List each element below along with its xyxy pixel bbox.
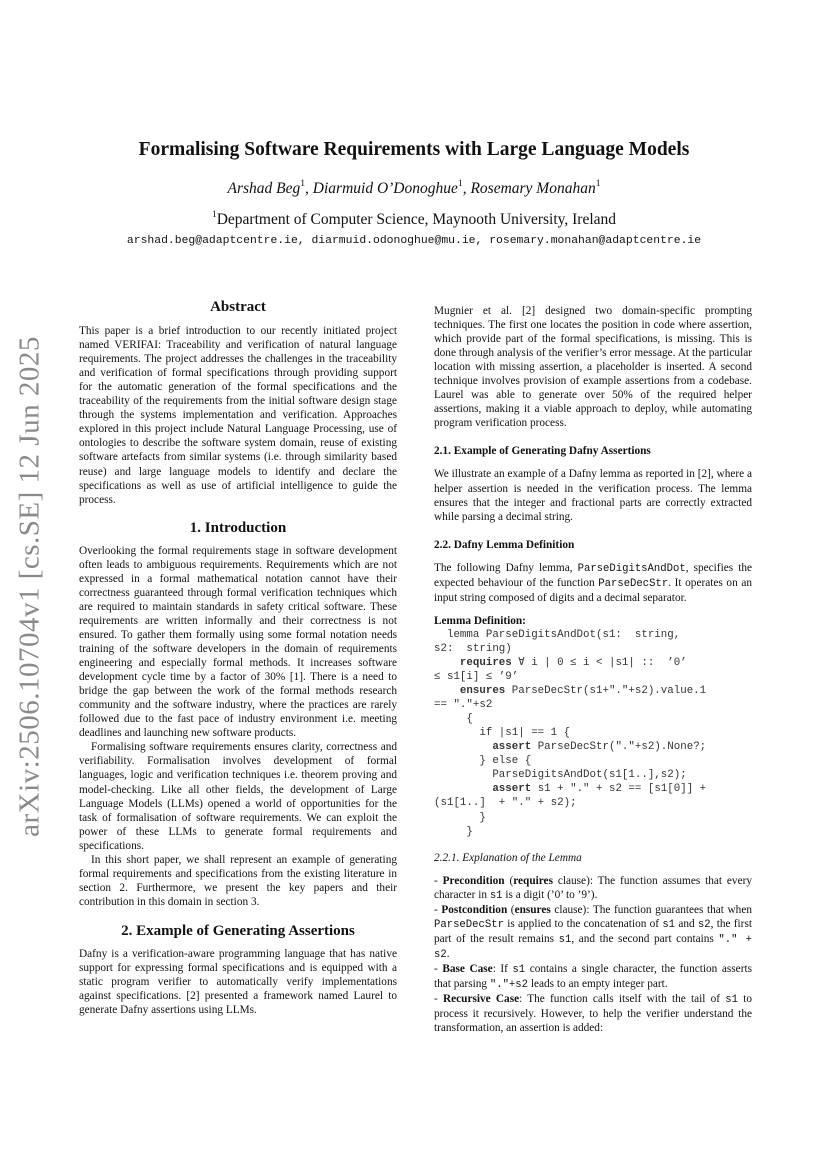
recursive-case-item: - Recursive Case: The function calls itself with the tail of s1 to process it recursively. However, to help the verifier understand the transformation, an assertion is added:: [434, 993, 752, 1035]
introduction-heading: 1. Introduction: [189, 519, 287, 536]
affiliation-mark: 1: [300, 177, 306, 189]
affiliation-text: Department of Computer Science, Maynooth University, Ireland: [216, 211, 617, 228]
section-2-2-text: The following Dafny lemma, ParseDigitsAndDot, specifies the expected behaviour of the function ParseDecStr. It operates on an input string composed of digits and a decimal separator.: [434, 561, 752, 604]
lemma-label: Lemma Definition:: [434, 614, 526, 627]
section-2-1-text: We illustrate an example of a Dafny lemma as reported in [2], where a helper assertion is needed in the verification process. The lemma ensures that the integer and fractional parts are correctly extracted while parsing a decimal string.: [434, 468, 752, 523]
intro-paragraph: Formalising software requirements ensures clarity, correctness and verifiability. Formalisation involves development of formal languages, logic and verification techniques i.e. theorem proving and model-checking. Like all other fields, the development of Large Language Models (LLMs) opened a world of opportunities for the task of formalisation of software requirements. We can exploit the power of these LLMs to generate formal requirements and specifications.: [79, 741, 397, 852]
section-2-2-1-heading: 2.2.1. Explanation of the Lemma: [434, 851, 582, 864]
section-2-paragraph: Mugnier et al. [2] designed two domain-specific prompting techniques. The first one locates the position in code where assertion, which provide part of the formal specifications, is missing. This is done through analysis of the verifier’s error message. At the particular location with missing assertion, a placeholder is inserted. A second technique involves provision of example assertions from a codebase. Laurel was able to generate over 50% of the required helper assertions, making it a viable approach to deploy, while automating program verification process.: [434, 305, 752, 430]
right-column: [434, 304, 752, 1035]
author-name: Arshad Beg: [227, 180, 301, 197]
section-2-heading: 2. Example of Generating Assertions: [121, 922, 355, 939]
abstract-text: This paper is a brief introduction to our recently initiated project named VERIFAI: Traceability and verification of natural language requirements. The project addresses the challenges in the traceability and verification of formal specifications through providing support for the automatic generation of the formal specifications and the traceability of the requirements from the initial software design stage through the systems implementation and verification. Approaches explored in this project include Natural Language Processing, use of ontologies to describe the software system domain, reuse of existing software artefacts from similar systems (i.e. through similarity based reuse) and large language models to identify and declare the specifications as well as use of artificial intelligence to guide the process.: [79, 325, 397, 506]
paper-title: Formalising Software Requirements with Large Language Models: [138, 139, 690, 160]
affiliation-mark: 1: [457, 177, 463, 189]
abstract-heading: Abstract: [210, 299, 266, 315]
affiliation-mark: 1: [595, 177, 601, 189]
arxiv-sidebar-stamp: arXiv:2506.10704v1 [cs.SE] 12 Jun 2025: [13, 336, 46, 837]
postcondition-item: - Postcondition (ensures clause): The function guarantees that when ParseDecStr is applied to the concatenation of s1 and s2, the first part of the result remains s1, and the second part contains "." + s2.: [434, 903, 752, 961]
author-name: Diarmuid O’Donoghue: [312, 180, 458, 197]
author-name: Rosemary Monahan: [470, 180, 596, 197]
base-case-item: - Base Case: If s1 contains a single character, the function asserts that parsing "."+s2 leads to an empty integer part.: [434, 962, 752, 991]
left-column: [79, 300, 397, 1017]
intro-paragraph: Overlooking the formal requirements stage in software development often leads to ambiguous requirements. Requirements which are not expressed in a formal mathematical notation cannot have their correctness guaranteed through formal verification techniques which are required to maintain standards in safety critical software. These requirements are written informally and their correctness is not ensured. To gather them formally using some formal notation needs training of the software developers in the domain of requirements engineering and especially formal methods. It increases software development cycle time by a factor of 30% [1]. There is a need to bridge the gap between the work of the formal methods research community and the software industry, where the practices are rarely followed due to the fast pace of industry environment i.e. meeting deadlines and launching new software products.: [79, 544, 397, 740]
precondition-item: - Precondition (requires clause): The function assumes that every character in s1 is a digit (’0’ to ’9’).: [434, 874, 752, 902]
section-2-1-heading: 2.1. Example of Generating Dafny Assertions: [434, 445, 651, 458]
affiliation: [60, 208, 768, 229]
affiliation-number: 1: [211, 208, 217, 220]
intro-paragraph: In this short paper, we shall represent an example of generating formal requirements and specifications from the existing literature in section 2. Furthermore, we present the key papers and their contribution in this domain in section 3.: [79, 853, 397, 908]
section-2-paragraph: Dafny is a verification-aware programming language that has native support for expressing formal specifications and is equipped with a static program verifier to automatically verify implementations against specifications. [2] presented a framework named Laurel to generate Dafny assertions using LLMs.: [79, 947, 397, 1017]
author-emails: arshad.beg@adaptcentre.ie, diarmuid.odonoghue@mu.ie, rosemary.monahan@adaptcentre.ie: [126, 235, 702, 247]
author-list: Arshad Beg$^1$, Diarmuid O’Donoghue$^1$, Rosemary Monahan$^1$: [227, 177, 601, 197]
section-2-2-heading: 2.2. Dafny Lemma Definition: [434, 538, 575, 551]
dafny-lemma-code: lemma ParseDigitsAndDot(s1: string, s2: string) requires ∀ i | 0 ≤ i < |s1| :: ’0’ ≤ s1[i] ≤ ’9’ ensures ParseDecStr(s1+"."+s2).value.1 == "."+s2 { if |s1| == 1 { assert ParseDecStr("."+s2).None?; } else { ParseDigitsAndDot(s1[1..],s2); assert s1 + "." + s2 == [s1[0]] + (s1[1..] + "." + s2); } }: [434, 628, 707, 838]
